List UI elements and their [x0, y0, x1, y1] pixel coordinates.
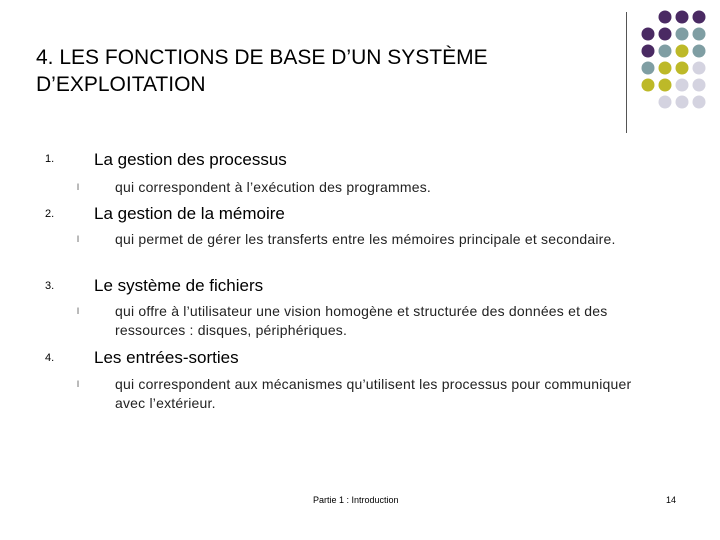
page-number: 14: [666, 495, 677, 505]
decorative-dot: [642, 28, 655, 41]
item-detail: qui offre à l’utilisateur une vision homogène et structurée des données et des ressources : disques, périphériques.: [115, 303, 608, 338]
item-number: 4.: [45, 352, 55, 364]
footer-text: Partie 1 : Introduction: [313, 495, 399, 505]
decorative-dot: [659, 11, 672, 24]
item-detail: qui correspondent à l’exécution des programmes.: [115, 179, 432, 195]
decorative-dot: [676, 96, 689, 109]
item-detail: qui permet de gérer les transferts entre les mémoires principale et secondaire.: [115, 231, 616, 247]
item-detail: qui correspondent aux mécanismes qu’utilisent les processus pour communiquer avec l’extérieur.: [115, 376, 632, 411]
decorative-dot: [693, 62, 706, 75]
item-number: 1.: [45, 153, 55, 165]
decorative-dot: [642, 45, 655, 58]
item-number: 3.: [45, 280, 55, 292]
item-heading: La gestion de la mémoire: [94, 204, 285, 223]
bullet-marker: l: [77, 306, 79, 316]
slide-title-line1: 4. LES FONCTIONS DE BASE D’UN SYSTÈME: [36, 46, 488, 69]
item-heading: La gestion des processus: [94, 150, 287, 169]
decorative-dot: [693, 11, 706, 24]
decorative-dot: [693, 45, 706, 58]
decorative-dot: [642, 62, 655, 75]
bullet-marker: l: [77, 234, 79, 244]
decorative-dot: [659, 79, 672, 92]
decorative-dot: [676, 79, 689, 92]
bullet-marker: l: [77, 379, 79, 389]
slide-title-line2: D’EXPLOITATION: [36, 73, 206, 96]
decorative-dot: [659, 62, 672, 75]
decorative-dot-grid: [0, 0, 720, 140]
decorative-dot: [676, 45, 689, 58]
decorative-vertical-line: [626, 12, 627, 133]
decorative-dot: [693, 79, 706, 92]
decorative-dot: [642, 79, 655, 92]
item-number: 2.: [45, 208, 55, 220]
decorative-dot: [693, 96, 706, 109]
decorative-dot: [676, 62, 689, 75]
decorative-dot: [659, 96, 672, 109]
decorative-dot: [676, 28, 689, 41]
item-heading: Les entrées-sorties: [94, 348, 239, 367]
decorative-dot: [676, 11, 689, 24]
item-heading: Le système de fichiers: [94, 276, 264, 295]
decorative-dot: [659, 45, 672, 58]
decorative-dot: [693, 28, 706, 41]
bullet-marker: l: [77, 182, 79, 192]
decorative-dot: [659, 28, 672, 41]
